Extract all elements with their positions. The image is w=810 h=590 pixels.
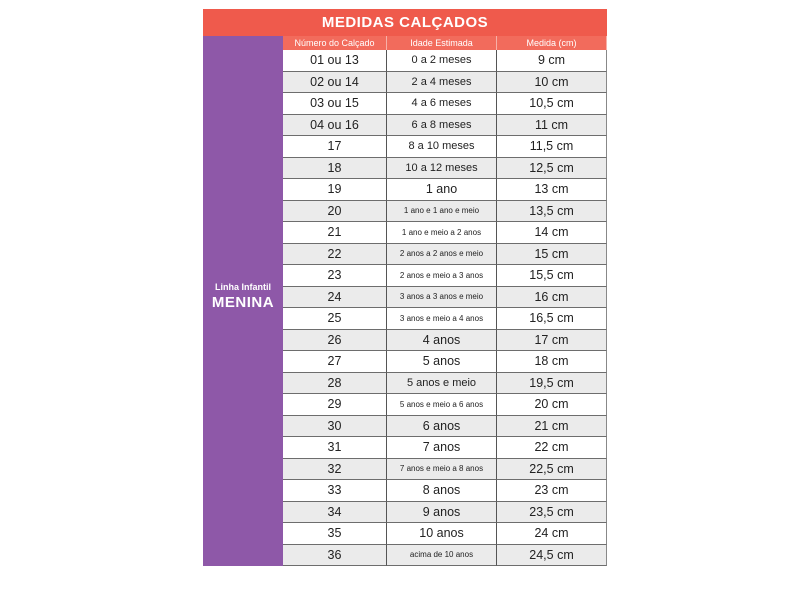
age-cell: 5 anos e meio a 6 anos bbox=[387, 394, 497, 416]
age-cell: 1 ano e 1 ano e meio bbox=[387, 201, 497, 223]
age-cell: 1 ano e meio a 2 anos bbox=[387, 222, 497, 244]
size-cell: 01 ou 13 bbox=[283, 50, 387, 72]
age-cell: 1 ano bbox=[387, 179, 497, 201]
size-cell: 28 bbox=[283, 373, 387, 395]
age-cell: 2 anos a 2 anos e meio bbox=[387, 244, 497, 266]
measure-cell: 13,5 cm bbox=[497, 201, 607, 223]
age-cell: 7 anos e meio a 8 anos bbox=[387, 459, 497, 481]
size-cell: 04 ou 16 bbox=[283, 115, 387, 137]
age-cell: 6 a 8 meses bbox=[387, 115, 497, 137]
measure-cell: 16 cm bbox=[497, 287, 607, 309]
measure-cell: 17 cm bbox=[497, 330, 607, 352]
size-cell: 20 bbox=[283, 201, 387, 223]
side-brand-label: MENINA bbox=[211, 293, 275, 311]
size-cell: 19 bbox=[283, 179, 387, 201]
measure-cell: 14 cm bbox=[497, 222, 607, 244]
size-cell: 26 bbox=[283, 330, 387, 352]
age-cell: 8 a 10 meses bbox=[387, 136, 497, 158]
age-cell: 10 anos bbox=[387, 523, 497, 545]
size-cell: 02 ou 14 bbox=[283, 72, 387, 94]
size-table bbox=[283, 36, 607, 566]
measure-cell: 15 cm bbox=[497, 244, 607, 266]
size-cell: 27 bbox=[283, 351, 387, 373]
size-cell: 29 bbox=[283, 394, 387, 416]
age-cell: 6 anos bbox=[387, 416, 497, 438]
size-cell: 25 bbox=[283, 308, 387, 330]
age-cell: 2 a 4 meses bbox=[387, 72, 497, 94]
measure-cell: 19,5 cm bbox=[497, 373, 607, 395]
age-cell: 2 anos e meio a 3 anos bbox=[387, 265, 497, 287]
age-cell: 10 a 12 meses bbox=[387, 158, 497, 180]
age-cell: 3 anos a 3 anos e meio bbox=[387, 287, 497, 309]
measure-cell: 24,5 cm bbox=[497, 545, 607, 567]
measure-cell: 21 cm bbox=[497, 416, 607, 438]
size-chart bbox=[203, 9, 607, 566]
age-cell: 3 anos e meio a 4 anos bbox=[387, 308, 497, 330]
size-cell: 36 bbox=[283, 545, 387, 567]
measure-cell: 9 cm bbox=[497, 50, 607, 72]
age-cell: 8 anos bbox=[387, 480, 497, 502]
size-cell: 32 bbox=[283, 459, 387, 481]
size-cell: 21 bbox=[283, 222, 387, 244]
size-cell: 17 bbox=[283, 136, 387, 158]
measure-cell: 16,5 cm bbox=[497, 308, 607, 330]
size-cell: 33 bbox=[283, 480, 387, 502]
age-cell: 0 a 2 meses bbox=[387, 50, 497, 72]
size-cell: 22 bbox=[283, 244, 387, 266]
age-cell: 5 anos e meio bbox=[387, 373, 497, 395]
size-cell: 35 bbox=[283, 523, 387, 545]
measure-cell: 13 cm bbox=[497, 179, 607, 201]
measure-cell: 11 cm bbox=[497, 115, 607, 137]
size-cell: 18 bbox=[283, 158, 387, 180]
size-cell: 31 bbox=[283, 437, 387, 459]
measure-cell: 22 cm bbox=[497, 437, 607, 459]
measure-cell: 22,5 cm bbox=[497, 459, 607, 481]
size-cell: 30 bbox=[283, 416, 387, 438]
measure-cell: 23,5 cm bbox=[497, 502, 607, 524]
measure-cell: 11,5 cm bbox=[497, 136, 607, 158]
column-header-age: Idade Estimada bbox=[387, 36, 497, 50]
age-cell: 7 anos bbox=[387, 437, 497, 459]
chart-title: MEDIDAS CALÇADOS bbox=[203, 9, 607, 36]
age-cell: 5 anos bbox=[387, 351, 497, 373]
measure-cell: 24 cm bbox=[497, 523, 607, 545]
measure-cell: 10 cm bbox=[497, 72, 607, 94]
measure-cell: 20 cm bbox=[497, 394, 607, 416]
side-label-panel bbox=[203, 36, 283, 566]
side-line-label: Linha Infantil bbox=[215, 281, 271, 292]
size-cell: 24 bbox=[283, 287, 387, 309]
size-cell: 23 bbox=[283, 265, 387, 287]
measure-cell: 15,5 cm bbox=[497, 265, 607, 287]
measure-cell: 23 cm bbox=[497, 480, 607, 502]
measure-cell: 10,5 cm bbox=[497, 93, 607, 115]
size-cell: 34 bbox=[283, 502, 387, 524]
age-cell: 9 anos bbox=[387, 502, 497, 524]
column-header-measure: Medida (cm) bbox=[497, 36, 607, 50]
measure-cell: 18 cm bbox=[497, 351, 607, 373]
measure-cell: 12,5 cm bbox=[497, 158, 607, 180]
age-cell: 4 a 6 meses bbox=[387, 93, 497, 115]
age-cell: acima de 10 anos bbox=[387, 545, 497, 567]
column-header-size: Número do Calçado bbox=[283, 36, 387, 50]
age-cell: 4 anos bbox=[387, 330, 497, 352]
size-cell: 03 ou 15 bbox=[283, 93, 387, 115]
